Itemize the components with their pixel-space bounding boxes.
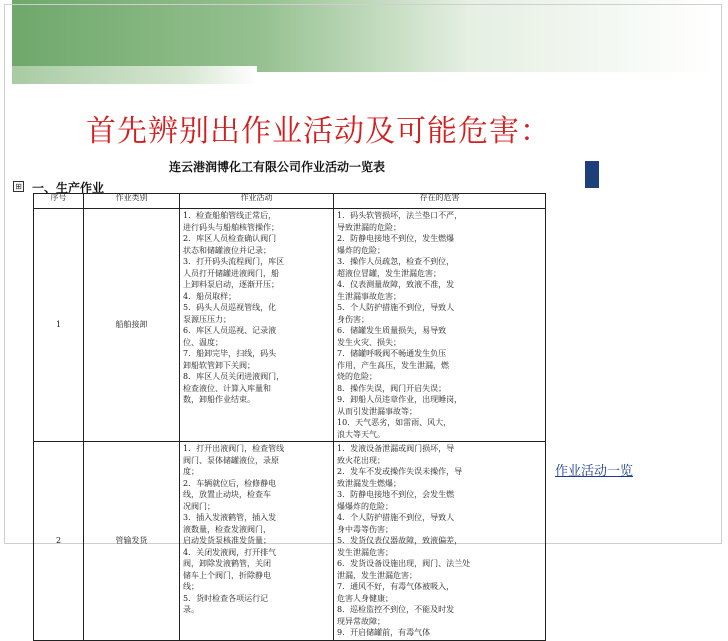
- cell-line: 作用，产生高压，发生泄漏，燃: [337, 360, 449, 370]
- cell-line: 9．卸船人员违章作业，出现睡岗，: [337, 395, 463, 404]
- cell-line: 检查液位、计算入库量和: [183, 383, 271, 393]
- cell-line: 4．船员取样；: [183, 291, 237, 301]
- cell-line: 浪大等天气。: [337, 429, 385, 439]
- cell-line: 导致泄漏的危险；: [337, 222, 401, 232]
- activity-table: [33, 193, 546, 641]
- cell-line: 况阀门；: [183, 501, 215, 511]
- table-row: [34, 209, 546, 442]
- column-header-number: 序号: [34, 194, 84, 209]
- row-hazards: [334, 442, 546, 641]
- cell-line: 阀门、泵体储罐液位，录原: [183, 455, 279, 465]
- row-number: 2: [34, 442, 84, 641]
- column-header-category: 作业类别: [84, 194, 180, 209]
- cell-line: 线，放置止动块，检查车: [183, 490, 271, 499]
- cell-line: 生泄漏事故危害；: [337, 291, 401, 301]
- cell-line: 3．插入发液鹤管，插入发: [183, 513, 277, 522]
- cell-line: 4．仪表测量故障，致液不准，发: [337, 280, 455, 289]
- cell-line: 1．发液设备泄漏或阀门损坏，导: [337, 444, 455, 453]
- cell-line: 7．储罐呼吸阀不畅通发生负压: [337, 349, 447, 358]
- cell-line: 5．发货仪表仪器故障，致液偏差，: [337, 536, 463, 545]
- cell-line: 3．防静电接地不到位，会发生燃: [337, 490, 455, 499]
- cell-line: 人员打开储罐进液阀门，船: [183, 268, 279, 278]
- table-row: [34, 442, 546, 641]
- cell-line: 度；: [183, 467, 199, 476]
- cell-line: 液数量，检查发液阀门，: [183, 524, 271, 534]
- cell-line: 1．码头软管损坏，法兰垫口不严，: [337, 211, 463, 220]
- cell-line: 上卸料泵启动，逐渐开压；: [183, 280, 279, 289]
- cell-line: 8．操作失误，阀门开启失误；: [337, 383, 447, 393]
- cell-line: 8．巡检监控不到位，不能及时发: [337, 605, 455, 614]
- cell-line: 身伤害；: [337, 314, 369, 324]
- cell-line: 7．船卸完毕，扫线，码头: [183, 349, 277, 358]
- cell-line: 5．个人防护措施不到位，导致人: [337, 303, 455, 312]
- row-activities: [180, 442, 334, 641]
- cell-line: 启动发货泵核准发货量；: [183, 536, 271, 545]
- cell-line: 烧的危险；: [337, 372, 377, 381]
- cell-line: 6．库区人员巡视、记录液: [183, 326, 277, 335]
- cell-line: 1．打开出液阀门，检查管线: [183, 444, 285, 453]
- accent-block: [585, 161, 599, 188]
- cell-line: 7．通风不好，有毒气体被吸入，: [337, 582, 455, 591]
- row-hazards: [334, 209, 546, 442]
- cell-line: 2．库区人员检查确认阀门: [183, 234, 277, 243]
- cell-line: 身中毒等伤害；: [337, 524, 393, 534]
- column-header-activity: 作业活动: [180, 194, 334, 209]
- cell-line: 8．库区人员关闭进液阀门，: [183, 372, 285, 381]
- document-title: 连云港润博化工有限公司作业活动一览表: [168, 160, 385, 174]
- row-number: 1: [34, 209, 84, 442]
- slide-title: 首先辨别出作业活动及可能危害：: [86, 114, 551, 149]
- cell-line: 3．打开码头流程阀门，库区: [183, 257, 285, 266]
- cell-line: 泵源压压力；: [183, 314, 231, 324]
- expand-icon[interactable]: ⊞: [13, 181, 24, 192]
- cell-line: 泄漏，发生泄漏危害；: [337, 570, 417, 580]
- cell-line: 储车上个阀门，折除静电: [183, 570, 271, 580]
- cell-line: 10．天气恶劣，如雷雨、风大，: [337, 418, 452, 427]
- cell-line: 6．储罐发生质量损失，易导致: [337, 326, 447, 335]
- cell-line: 线；: [183, 582, 199, 591]
- cell-line: 致泄漏发生燃爆；: [337, 478, 401, 488]
- cell-line: 4．关闭发液阀，打开排气: [183, 547, 277, 557]
- table-header-row: [34, 194, 546, 209]
- row-category: 船舶接卸: [84, 209, 180, 442]
- cell-line: 录。: [183, 605, 199, 614]
- cell-line: 危害人身健康；: [337, 593, 393, 603]
- cell-line: 1．检查船舶管线正常后，: [183, 211, 277, 220]
- cell-line: 3．操作人员疏忽，检查不到位，: [337, 257, 455, 266]
- cell-line: 数，卸船作业结束。: [183, 395, 255, 404]
- cell-line: 进行码头与船舶核管操作；: [183, 222, 279, 232]
- row-category: 管输发货: [84, 442, 180, 641]
- cell-line: 从而引发泄漏事故等；: [337, 406, 417, 416]
- column-header-hazards: 存在的危害: [334, 194, 546, 209]
- cell-line: 5．货时检查各项运行记: [183, 593, 269, 603]
- row-activities: [180, 209, 334, 442]
- cell-line: 卸船软管卸下关阀；: [183, 360, 255, 370]
- cell-line: 现异常故障；: [337, 616, 385, 626]
- cell-line: 位、温度；: [183, 337, 223, 347]
- cell-line: 致火花出现；: [337, 455, 385, 465]
- cell-line: 2．车辆就位后，检修静电: [183, 478, 277, 488]
- cell-line: 状态和储罐液位并记录；: [183, 245, 271, 255]
- cell-line: 爆爆炸的危险；: [337, 501, 393, 511]
- cell-line: 爆炸的危险；: [337, 245, 385, 255]
- cell-line: 发生火灾、损失；: [337, 337, 401, 347]
- cell-line: 2．防静电接地不到位，发生燃爆: [337, 234, 455, 243]
- cell-line: 2．发车不发或操作失误未操作，导: [337, 467, 463, 476]
- cell-line: 超液位冒罐，发生泄漏危害；: [337, 268, 441, 278]
- activity-list-link[interactable]: 作业活动一览: [555, 464, 634, 479]
- cell-line: 5．码头人员巡视管线，化: [183, 303, 277, 312]
- cell-line: 6．发货设备设施出现，阀门、法兰处: [337, 559, 471, 568]
- cell-line: 阀，卸除发液鹤管，关闭: [183, 559, 271, 568]
- cell-line: 9．开启储罐前，有毒气体: [337, 628, 431, 637]
- section-label: 一、生产作业: [32, 181, 105, 195]
- cell-line: 发生泄漏危害；: [337, 547, 393, 557]
- cell-line: 4．个人防护措施不到位，导致人: [337, 513, 455, 522]
